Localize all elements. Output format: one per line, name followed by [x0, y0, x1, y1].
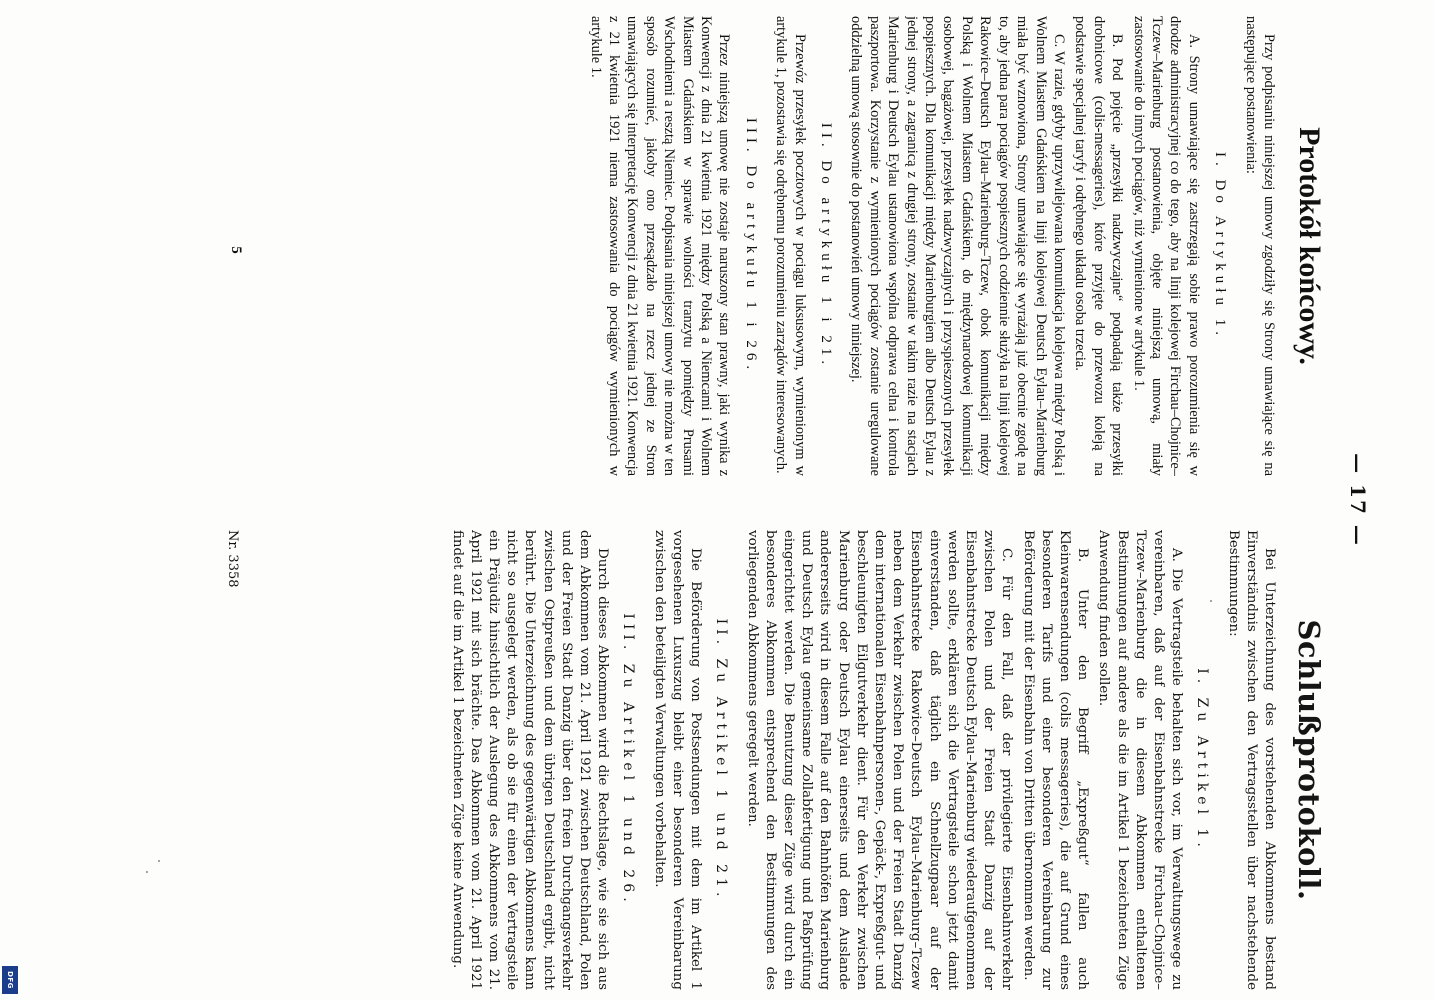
german-section-2-text: Die Beförderung von Postsendungen mit dem im Artikel 1 vorgesehenen Luxuszug bleibt einer besonderen Vereinbarung zwischen den beteiligten Verwaltungen vorbehalten. [651, 530, 704, 990]
polish-title: Protokół końcowy. [1293, 127, 1326, 365]
german-section-1-a: A. Die Vertragsteile behalten sich vor, im Verwaltungswege zu vereinbaren, daß auf der Eisenbahnstrecke Firchau–Chojnice–Tczew–Marienburg die in diesem Abkommen enthaltenen Bestimmungen auf andere als die im Artikel 1 bezeichneten Züge Anwendung finden sollen. [1096, 530, 1185, 990]
german-section-1-heading: I. Zu Artikel 1. [1194, 668, 1211, 852]
attribution-text [0, 40, 3, 1000]
page-number: — 17 — [1346, 453, 1370, 547]
german-column [252, 530, 1332, 990]
polish-section-1-heading: I. Do Artykułu 1. [1212, 152, 1229, 340]
scan-speck [158, 860, 160, 862]
polish-intro: Przy podpisaniu niniejszej umowy zgodziły się Strony umawiające się na następujące postanowienia: [1242, 16, 1277, 476]
polish-section-3-text: Przez niniejszą umowę nie zostaje naruszony stan prawny, jaki wynika z Konwencji z dnia 21 kwietnia 1921 między Polską a Niemcami i Wolnem Miastem Gdańskiem w sprawie wolności tranzytu pomiędzy Prusami Wschodniemi a resztą Niemiec. Podpisania niniejszej umowy nie można w ten sposób rozumieć, jakoby ono przesądzało na rzecz jednej ze Stron umawiających się interpretację Konwencji z dnia 21 kwietnia 1921. Konwencja z 21 kwietnia 1921 niema zastosowania do pociągów wymienionych w artykule 1. [587, 16, 733, 476]
scan-speck [1210, 600, 1212, 602]
polish-section-1-a: A. Strony umawiające się zastrzegają sobie prawo porozumienia się w drodze administracyjnej co do tego, aby na linji kolejowej Firchau–Chojnice–Tczew–Marienburg postanowienia, objęte niniejszą umową, miały zastosowanie do innych pociągów, niż wymienione w artykule 1. [1130, 16, 1202, 476]
german-intro: Bei Unterzeichnung des vorstehenden Abkommens bestand Einverständnis zwischen den Vertragsstellen über nachstehende Bestimmungen: [1225, 530, 1277, 990]
document-page [172, 0, 1392, 1000]
dfg-logo [2, 966, 18, 994]
polish-section-3-heading: III. Do artykułu 1 i 26. [742, 117, 759, 375]
polish-section-2-heading: II. Do artykułu 1 i 21. [818, 122, 835, 370]
polish-section-2-text: Przewóz przesyłek pocztowych w pociągu luksusowym, wymienionym w artykule 1, pozostawia się odrębnemu porozumieniu zarządów interesowanych. [773, 16, 808, 476]
german-title: Schlußprotokoll. [1292, 619, 1326, 901]
dfg-logo-text: DFG [6, 971, 14, 989]
signature-mark: Nr. 3358 [225, 530, 240, 588]
polish-section-1-b: B. Pod pojęcie „przesyłki nadzwyczajne“ podpadają także przesyłki drobnicowe (colis-messageries), które przyjęte do przewozu koleją na podstawie specjalnej taryfy i odrębnego układu osoba trzecia. [1072, 16, 1126, 476]
german-section-1-c: C. Für den Fall, daß der privilegierte Eisenbahnverkehr zwischen Polen und der Freien Stadt Danzig auf der Eisenbahnstrecke Deutsch Eylau–Marienburg wiederaufgenommen werden sollte, erklären sich die Vertragsteile schon jetzt damit einverstanden, daß täglich ein Schnellzugpaar auf der Eisenbahnstrecke Rakowice–Deutsch Eylau–Marienburg–Tczew neben dem Verkehr zwischen Polen und der Freien Stadt Danzig dem internationalen Eisenbahnpersonen-, Gepäck-, Expreßgut- und beschleunigten Eilgutverkehr dient. Für den Verkehr zwischen Marienburg oder Deutsch Eylau einerseits und dem Auslande andererseits wird in diesem Falle auf den Bahnhöfen Marienburg und Deutsch Eylau gemeinsame Zollabfertigung und Paßprüfung eingerichtet werden. Die Benutzung dieser Züge wird durch ein besonderes Abkommen entsprechend den Bestimmungen des vorliegenden Abkommens geregelt werden. [744, 530, 1015, 990]
attribution-strip [0, 0, 22, 1000]
german-section-3-heading: III. Zu Artikel 1 und 26. [620, 613, 637, 907]
german-section-3-text: Durch dieses Abkommen wird die Rechtslage, wie sie sich aus dem Abkommen vom 21. April 1921 zwischen Deutschland, Polen und der Freien Stadt Danzig über den freien Durchgangsverkehr zwischen Ostpreußen und dem übrigen Deutschland ergibt, nicht berührt. Die Unterzeichnung des gegenwärtigen Abkommens kann nicht so ausgelegt werden, als ob sie für einen der Vertragsteile ein Präjudiz hinsichtlich der Auslegung des Abkommens vom 21. April 1921 mit sich brächte. Das Abkommen vom 21. April 1921 findet auf die im Artikel 1 bezeichneten Züge keine Anwendung. [449, 530, 611, 990]
polish-section-1-c: C. W razie, gdyby uprzywilejowana komunikacja kolejowa między Polską i Wolnem Miastem Gdańskiem na linji kolejowej Deutsch Eylau–Marienburg miała być wznowiona, Strony umawiające się wyrażają już obecnie zgodę na to, aby jedna para pociągów pospiesznych codziennie służyła na linji kolejowej Rakowice–Deutsch Eylau–Marienburg–Tczew, obok komunikacji między Polską i Wolnem Miastem Gdańskiem, do międzynarodowej komunikacji osobowej, bagażowej, przesyłek nadzwyczajnych i przyspieszonych przesyłek pospiesznych. Dla komunikacji między Marienburgiem albo Deutsch Eylau z jednej strony, a zagranicą z drugiej strony, zostanie w takim razie na stacjach Marienburg i Deutsch Eylau ustanowiona wspólna odprawa celna i kontrola paszportowa. Korzystanie z wymienionych pociągów zostanie uregulowane oddzielną umową stosownie do postanowień umowy niniejszej. [848, 16, 1067, 476]
german-section-2-heading: II. Zu Artikel 1 und 21. [713, 618, 730, 902]
folio-number: 5 [228, 246, 244, 254]
polish-column [252, 16, 1332, 476]
german-section-1-b: B. Unter den Begriff „Expreßgut“ fallen auch Kleinwarensendungen (colis messageries), die auf Grund eines besonderen Tarifs und einer besonderen Vereinbarung zur Beförderung mit der Eisenbahn von Dritten übernommen werden. [1020, 530, 1091, 990]
scan-speck [146, 871, 148, 873]
